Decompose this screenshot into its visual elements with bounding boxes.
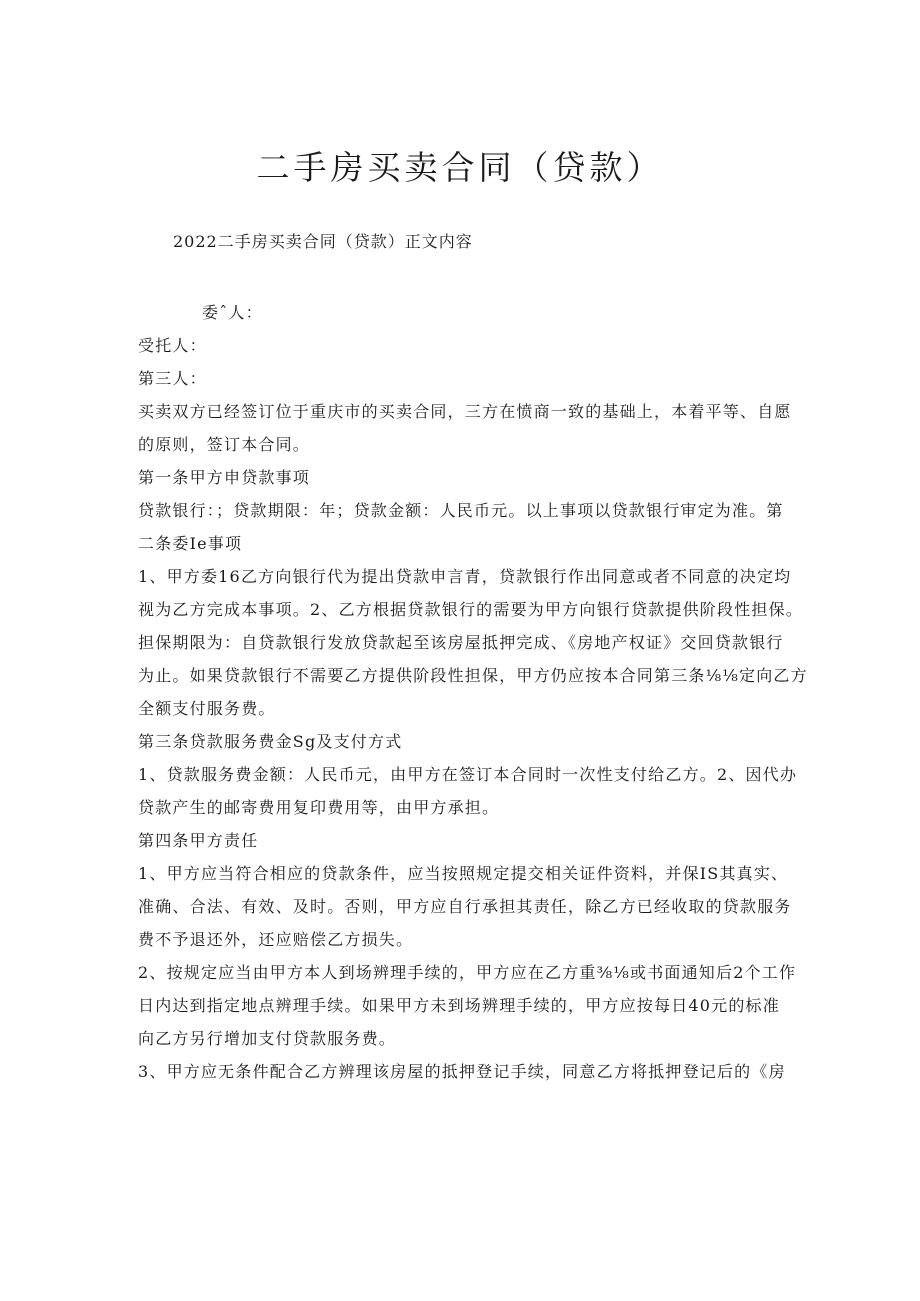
clause-line: 1、贷款服务费金额：人民币元，由甲方在签订本合同时一次性支付给乙方。2、因代办 (138, 765, 798, 784)
document-subtitle: 2022二手房买卖合同（贷款）正文内容 (173, 232, 473, 251)
clause-line: 的原则，签订本合同。 (138, 435, 311, 454)
clause-heading: 第三条贷款服务费金Sg及支付方式 (138, 732, 403, 751)
clause-line: 1、甲方应当符合相应的贷款条件，应当按照规定提交相关证件资料，并保IS其真实、 (138, 864, 789, 883)
clause-line: 为止。如果贷款银行不需要乙方提供阶段性担保，甲方仍应按本合同第三条⅛⅛定向乙方 (138, 666, 808, 685)
clause-line: 日内达到指定地点辨理手续。如果甲方未到场辨理手续的，甲方应按每日40元的标准 (138, 996, 780, 1015)
clause-line: 3、甲方应无条件配合乙方辨理该房屋的抵押登记手续，同意乙方将抵押登记后的《房 (138, 1062, 786, 1081)
clause-line: 贷款产生的邮寄费用复印费用等，由甲方承担。 (138, 798, 500, 817)
clause-line: 向乙方另行增加支付贷款服务费。 (138, 1029, 397, 1048)
document-body (138, 298, 808, 1086)
clause-line: 视为乙方完成本事项。2、乙方根据贷款银行的需要为甲方向银行贷款提供阶段性担保。 (138, 600, 803, 619)
clause-line: 全额支付服务费。 (138, 699, 276, 718)
clause-line: 1、甲方委16乙方向银行代为提出贷款申言青，贷款银行作出同意或者不同意的决定均 (138, 567, 792, 586)
document-title: 二手房买卖合同（贷款） (256, 148, 664, 187)
clause-line: 委ˆ人： (202, 303, 263, 322)
clause-heading: 二条委Ie事项 (138, 534, 243, 553)
clause-line: 准确、合法、有效、及时。否则，甲方应自行承担其责任，除乙方已经收取的贷款服务 (138, 897, 792, 916)
clause-line: 买卖双方已经签订位于重庆市的买卖合同，三方在愤商一致的基础上，本着平等、自愿 (138, 402, 792, 421)
clause-heading: 第四条甲方责任 (138, 831, 259, 850)
clause-line: 2、按规定应当由甲方本人到场辨理手续的，甲方应在乙方重⅜⅛或书面通知后2个工作 (138, 963, 797, 982)
clause-line: 第三人： (138, 369, 207, 388)
clause-line: 贷款银行：；贷款期限：年；贷款金额：人民币元。以上事项以贷款银行审定为准。第 (138, 501, 784, 520)
clause-line: 担保期限为：自贷款银行发放贷款起至该房屋抵押完成、《房地产权证》交回贷款银行 (138, 633, 784, 652)
clause-line: 受托人： (138, 336, 207, 355)
clause-line: 费不予退还外，还应赔偿乙方损失。 (138, 930, 414, 949)
clause-heading: 第一条甲方申贷款事项 (138, 468, 311, 487)
